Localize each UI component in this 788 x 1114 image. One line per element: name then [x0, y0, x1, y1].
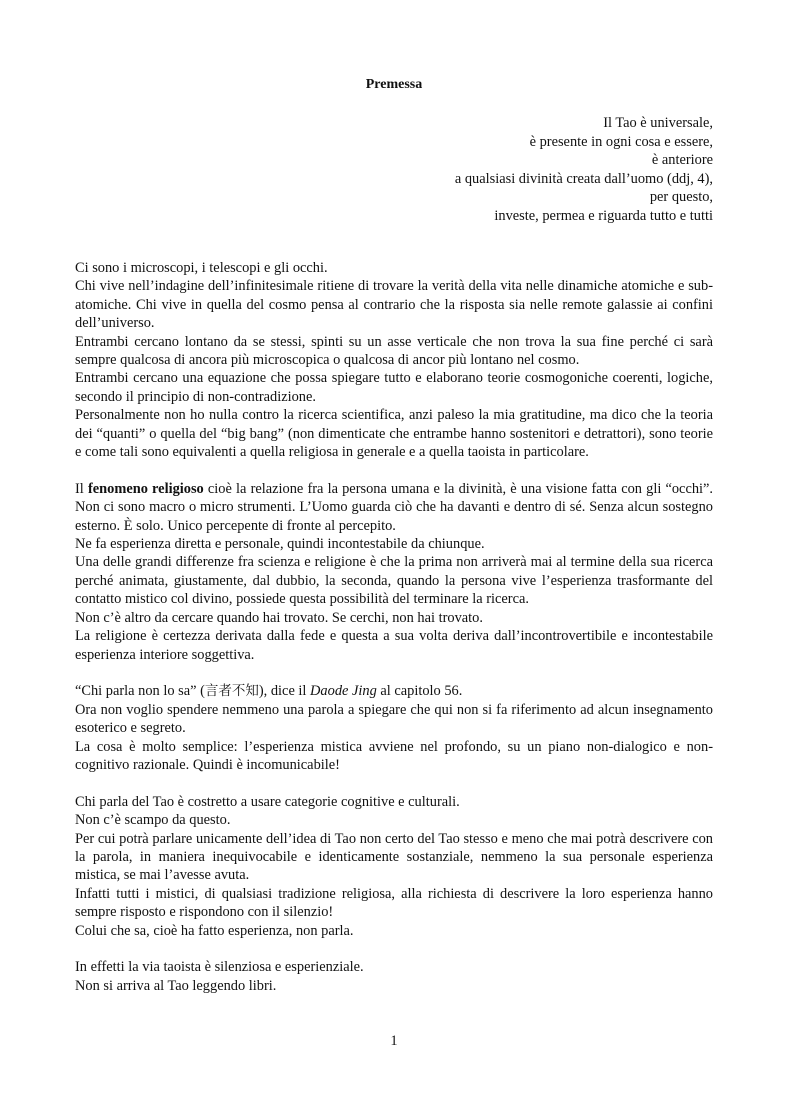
- chinese-quote: 言者不知: [204, 683, 259, 700]
- page-title: Premessa: [365, 77, 423, 92]
- paragraph-text: Il: [75, 480, 88, 497]
- paragraph: Personalmente non ho nulla contro la ricerca scientifica, anzi paleso la mia gratitudine, ma dico che la teoria dei “quanti” o quella del “big bang” (non dimenticate che entrambe hanno sostenitori e detrattori), sono teorie e come tali sono equivalenti a quella religiosa in generale e a quella taoista in particolare.: [75, 407, 713, 461]
- epigraph-line: a qualsiasi divinità creata dall’uomo (ddj, 4),: [454, 170, 713, 187]
- paragraph-text: cioè la relazione fra la persona umana e la divinità, è una visione fatta con gli “occhi”. Non ci sono macro o micro strumenti. L’Uomo guarda ciò che ha davanti e dentro di sé. Senza alcun sostegno esterno. È solo. Unico percepente di fronte al percepito.: [75, 480, 714, 534]
- paragraph: [75, 682, 713, 700]
- book-title: Daode Jing: [310, 683, 377, 700]
- paragraph-text: “Chi parla non lo sa” (: [75, 683, 205, 700]
- paragraph: Ne fa esperienza diretta e personale, quindi incontestabile da chiunque.: [75, 536, 485, 553]
- bold-term: fenomeno religioso: [87, 480, 204, 497]
- paragraph: Non c’è scampo da questo.: [75, 812, 231, 829]
- paragraph: La cosa è molto semplice: l’esperienza mistica avviene nel profondo, su un piano non-dialogico e non-cognitivo razionale. Quindi è incomunicabile!: [75, 738, 713, 773]
- epigraph-line: è presente in ogni cosa e essere,: [529, 133, 713, 150]
- paragraph: Non c’è altro da cercare quando hai trovato. Se cerchi, non hai trovato.: [75, 609, 483, 626]
- paragraph: Ci sono i microscopi, i telescopi e gli occhi.: [75, 260, 328, 276]
- page-number: 1: [390, 1033, 398, 1049]
- paragraph: Chi vive nell’indagine dell’infinitesimale ritiene di trovare la verità della vita nelle dinamiche atomiche e sub-atomiche. Chi vive in quella del cosmo pensa al contrario che la risposta sia nelle remote galassie ai confini dell’universo.: [75, 278, 713, 332]
- epigraph-line: Il Tao è universale,: [603, 115, 713, 131]
- paragraph: Ora non voglio spendere nemmeno una parola a spiegare che qui non si fa riferimento ad alcun insegnamento esoterico e segreto.: [75, 701, 713, 737]
- paragraph: La religione è certezza derivata dalla fede e questa a sua volta deriva dall’incontrovertibile e incontestabile esperienza interiore soggettiva.: [75, 628, 713, 663]
- paragraph-spacer: [75, 774, 713, 792]
- paragraph: Colui che sa, cioè ha fatto esperienza, non parla.: [75, 922, 354, 939]
- paragraph-text: ), dice il: [258, 683, 311, 700]
- paragraph-spacer: [75, 461, 713, 479]
- paragraph: Infatti tutti i mistici, di qualsiasi tradizione religiosa, alla richiesta di descrivere la loro esperienza hanno sempre risposto e rispondono con il silenzio!: [75, 885, 713, 921]
- paragraph-text: al capitolo 56.: [376, 683, 463, 700]
- paragraph: [75, 480, 713, 535]
- epigraph-line: investe, permea e riguarda tutto e tutti: [494, 207, 713, 224]
- body-text: [75, 259, 713, 995]
- epigraph-line: per questo,: [649, 189, 713, 206]
- paragraph: Non si arriva al Tao leggendo libri.: [75, 977, 277, 994]
- paragraph: Entrambi cercano una equazione che possa spiegare tutto e elaborano teorie cosmogoniche coerenti, logiche, secondo il principio di non-contradizione.: [75, 370, 713, 405]
- epigraph-line: è anteriore: [651, 152, 713, 169]
- epigraph: [293, 114, 713, 226]
- paragraph: Chi parla del Tao è costretto a usare categorie cognitive e culturali.: [75, 793, 460, 810]
- paragraph-spacer: [75, 940, 713, 958]
- paragraph: In effetti la via taoista è silenziosa e esperienziale.: [75, 959, 364, 976]
- paragraph: Per cui potrà parlare unicamente dell’idea di Tao non certo del Tao stesso e meno che mai potrà descrivere con la parola, in maniera inequivocabile e identicamente sostanziale, nemmeno la sua personale esperienza mistica, se mai l’avesse avuta.: [75, 830, 713, 884]
- paragraph: Una delle grandi differenze fra scienza e religione è che la prima non arriverà mai al termine della sua ricerca perché animata, giustamente, dal dubbio, la seconda, quando la persona vive l’esperienza trasformante del contatto mistico col divino, possiede questa possibilità del terminare la ricerca.: [75, 554, 713, 608]
- paragraph: Entrambi cercano lontano da se stessi, spinti su un asse verticale che non trova la sua fine perché ci sarà sempre qualcosa di ancora più microscopica o qualcosa di ancor più lontano nel cosmo.: [75, 333, 713, 369]
- paragraph-spacer: [75, 664, 713, 682]
